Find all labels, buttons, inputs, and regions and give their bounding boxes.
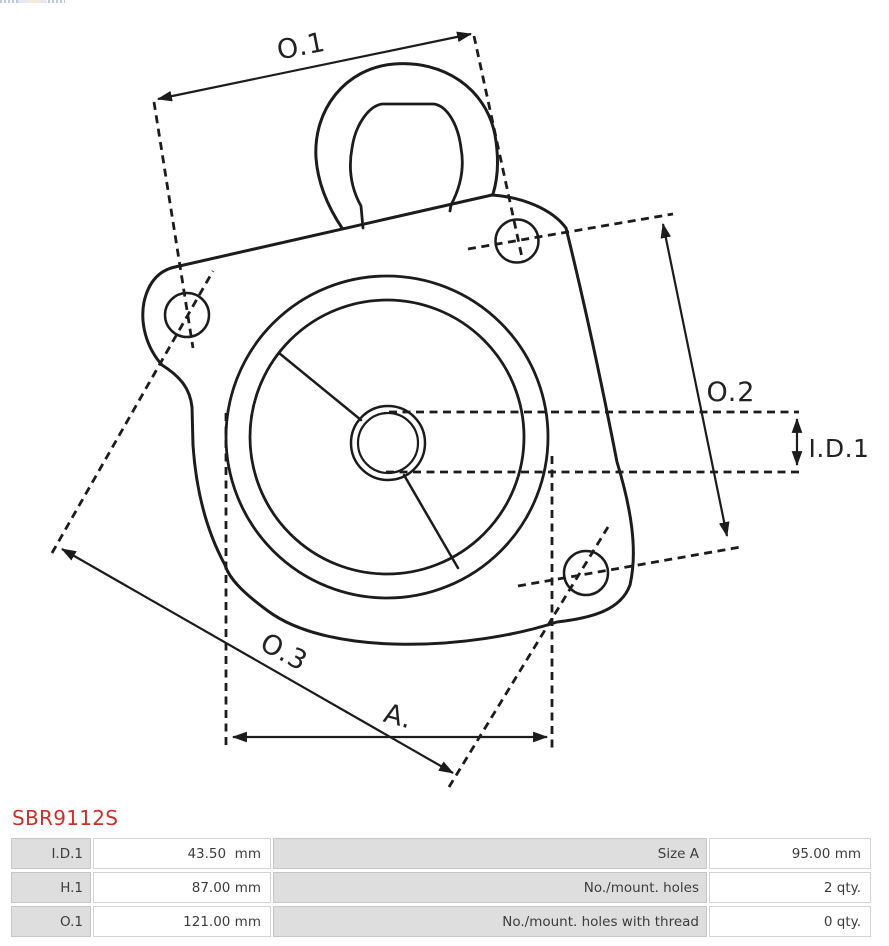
dim-line-o3 [62,549,453,773]
mount-hole-top-right [496,220,539,263]
prop-value-cell: 0 qty. [709,906,871,937]
part-number: SBR9112S [12,806,119,830]
ext-o3-right [449,527,608,787]
dim-code-cell: O.1 [11,906,91,937]
dim-label-o1: O.1 [274,26,329,67]
handle-outer [316,64,498,228]
hub-outer-circle [351,406,425,480]
dim-value-cell: 43.50 mm [93,838,271,869]
dim-value-cell: 87.00 mm [93,872,271,903]
table-row [11,906,871,937]
sector-line-lower [404,475,458,568]
prop-value-cell: 2 qty. [709,872,871,903]
table-row [11,838,871,869]
ext-o1-left [154,102,193,348]
dim-code-cell: I.D.1 [11,838,91,869]
handle-inner [350,104,462,228]
prop-name-cell: Size A [273,838,707,869]
dim-code-cell: H.1 [11,872,91,903]
dim-label-o3: O.3 [255,627,313,678]
table-row [11,872,871,903]
ext-o3-left [52,271,213,553]
spec-table [9,835,873,940]
inner-bore-circle [250,300,524,574]
prop-name-cell: No./mount. holes with thread [273,906,707,937]
construction-lines-group [52,36,799,787]
sector-line-upper [279,353,361,420]
dim-label-id1: I.D.1 [808,434,870,463]
flange-outline [143,195,634,644]
part-outline-group [143,64,634,645]
prop-value-cell: 95.00 mm [709,838,871,869]
outer-bore-circle [226,276,548,598]
dim-label-o2: O.2 [706,377,756,408]
dimension-lines-group [62,34,797,773]
dimension-labels-group [255,27,869,736]
dim-value-cell: 121.00 mm [93,906,271,937]
hub-inner-circle [358,413,418,473]
dim-label-a: A. [380,698,417,736]
prop-name-cell: No./mount. holes [273,872,707,903]
